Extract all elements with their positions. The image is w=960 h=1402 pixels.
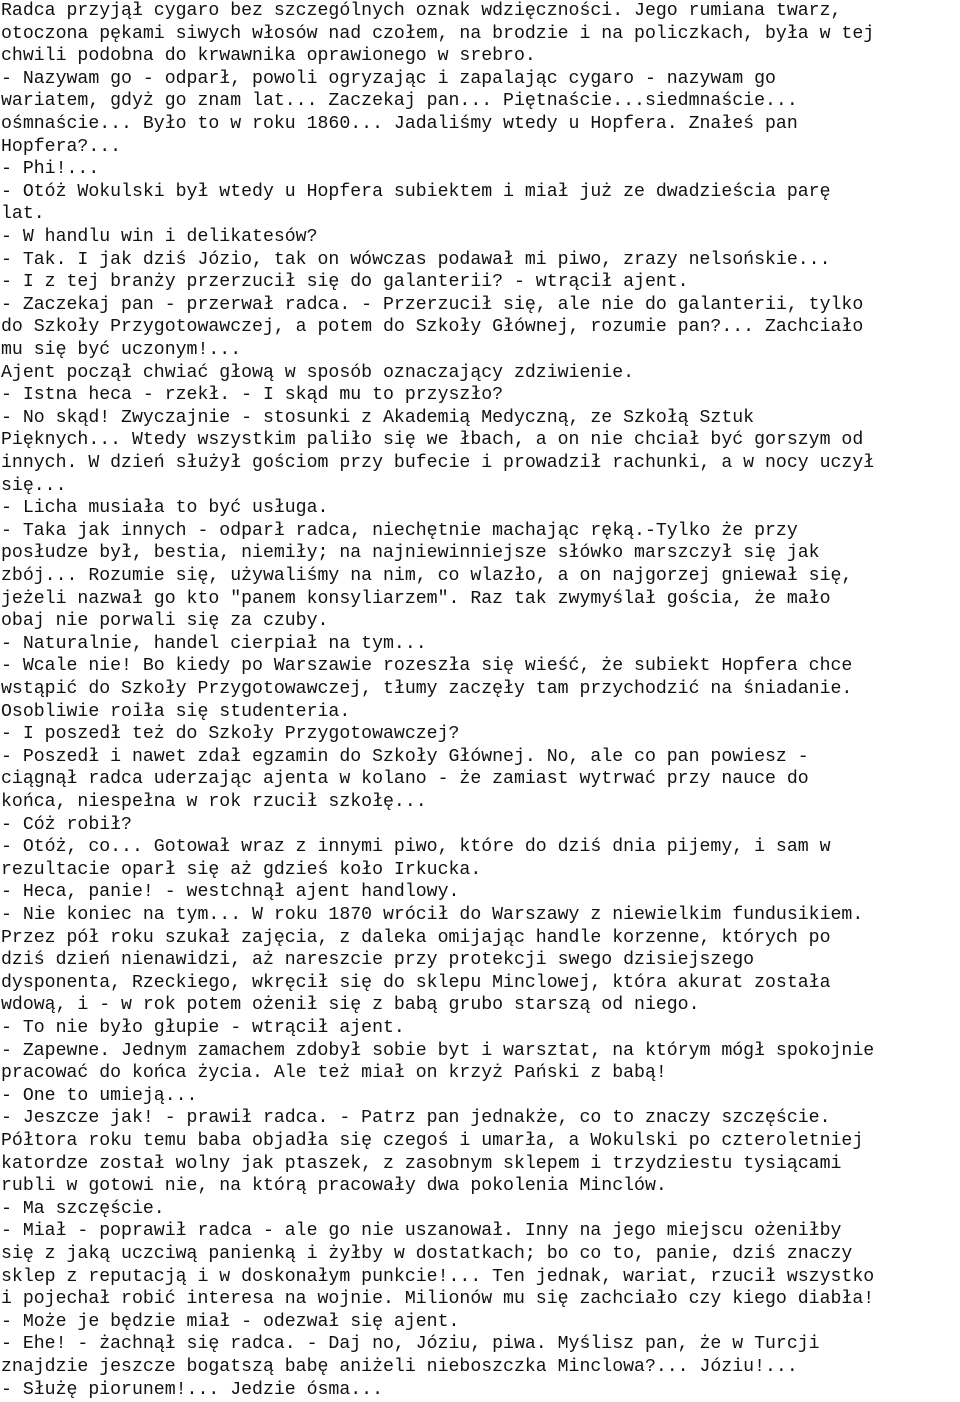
text-line: - Poszedł i nawet zdał egzamin do Szkoły Głównej. No, ale co pan powiesz -	[1, 746, 809, 767]
text-line: - Taka jak innych - odparł radca, niechętnie machając ręką.-Tylko że przy	[1, 520, 798, 541]
text-line: - Heca, panie! - westchnął ajent handlowy.	[1, 882, 460, 903]
text-line: rezultacie oparł się aż gdzieś koło Irkucka.	[1, 859, 482, 880]
text-line: wariatem, gdyż go znam lat... Zaczekaj pan... Piętnaście...siedmnaście...	[1, 91, 798, 112]
text-line: - Phi!...	[1, 159, 100, 180]
text-line: mu się być uczonym!...	[1, 340, 242, 360]
text-line: - Istna heca - rzekł. - I skąd mu to przyszło?	[1, 385, 504, 406]
text-line: innych. W dzień służył gościom przy bufecie i prowadził rachunki, a w nocy uczył	[1, 453, 875, 473]
text-line: - Ehe! - żachnął się radca. - Daj no, Józiu, piwa. Myślisz pan, że w Turcji	[1, 1334, 820, 1355]
text-line: rubli w gotowi nie, na którą pracowały dwa pokolenia Minclów.	[1, 1176, 667, 1197]
text-line: Osobliwie roiła się studenteria.	[1, 701, 351, 722]
text-line: Półtora roku temu baba objadła się czegoś i umarła, a Wokulski po czteroletniej	[1, 1131, 864, 1151]
text-line: - Otóż Wokulski był wtedy u Hopfera subiektem i miał już ze dwadzieścia parę	[1, 181, 831, 202]
text-line: dziś dzień nienawidzi, aż nareszcie przy protekcji swego dzisiejszego	[1, 950, 755, 971]
text-line: pracować do końca życia. Ale też miał on krzyż Pański z babą!	[1, 1063, 667, 1084]
text-line: - I z tej branży przerzucił się do galanterii? - wtrącił ajent.	[1, 272, 689, 293]
text-line: - Jeszcze jak! - prawił radca. - Patrz pan jednakże, co to znaczy szczęście.	[1, 1108, 831, 1129]
text-line: otoczona pękami siwych włosów nad czołem, na brodzie i na policzkach, była w tej	[1, 23, 875, 44]
text-line: się...	[1, 475, 67, 496]
text-line: - Naturalnie, handel cierpiał na tym...	[1, 633, 427, 654]
text-line: - Otóż, co... Gotował wraz z innymi piwo, które do dziś dnia pijemy, i sam w	[1, 837, 831, 858]
text-line: jeżeli nazwał go kto "panem konsyliarzem". Raz tak zwymyślał gościa, że mało	[1, 588, 831, 609]
text-line: - Tak. I jak dziś Józio, tak on wówczas podawał mi piwo, zrazy nelsońskie...	[1, 249, 831, 270]
text-line: zbój... Rozumie się, używaliśmy na nim, co wlazło, a on najgorzej gniewał się,	[1, 566, 853, 586]
text-line: - Służę piorunem!... Jedzie ósma...	[1, 1379, 383, 1400]
text-line: znajdzie jeszcze bogatszą babę aniżeli nieboszczka Minclowa?... Józiu!...	[1, 1357, 798, 1377]
text-line: Pięknych... Wtedy wszystkim paliło się we łbach, a on nie chciał być gorszym od	[1, 430, 864, 451]
text-line: i pojechał robić interesa na wojnie. Milionów mu się zachciało czy kiego diabła!	[1, 1289, 875, 1310]
text-line: posłudze był, bestia, niemiły; na najniewinniejsze słówko marszczył się jak	[1, 543, 820, 564]
text-line: - Nazywam go - odparł, powoli ogryzając i zapalając cygaro - nazywam go	[1, 68, 776, 89]
text-line: obaj nie porwali się za czuby.	[1, 611, 329, 632]
text-line: wdową, i - w rok potem ożenił się z babą grubo starszą od niego.	[1, 995, 700, 1016]
text-line: - Wcale nie! Bo kiedy po Warszawie rozeszła się wieść, że subiekt Hopfera chce	[1, 656, 853, 677]
text-line: Przez pół roku szukał zajęcia, z daleka omijając handle korzenne, których po	[1, 927, 831, 948]
text-line: - Cóż robił?	[1, 814, 132, 835]
text-line: - Zapewne. Jednym zamachem zdobył sobie byt i warsztat, na którym mógł spokojnie	[1, 1040, 875, 1061]
text-line: katordze został wolny jak ptaszek, z zasobnym sklepem i trzydziestu tysiącami	[1, 1153, 842, 1174]
text-line: - To nie było głupie - wtrącił ajent.	[1, 1018, 405, 1038]
text-line: dysponenta, Rzeckiego, wkręcił się do sklepu Minclowej, która akurat została	[1, 972, 831, 993]
text-line: ciągnął radca uderzając ajenta w kolano - że zamiast wytrwać przy nauce do	[1, 769, 809, 790]
text-line: Radca przyjął cygaro bez szczególnych oznak wdzięczności. Jego rumiana twarz,	[1, 1, 842, 21]
text-line: chwili podobna do krwawnika oprawionego w srebro.	[1, 46, 536, 67]
text-line: lat.	[1, 204, 45, 225]
text-line: - Nie koniec na tym... W roku 1870 wrócił do Warszawy z niewielkim fundusikiem.	[1, 905, 864, 925]
text-line: wstąpić do Szkoły Przygotowawczej, tłumy zaczęły tam przychodzić na śniadanie.	[1, 679, 853, 699]
text-line: - Ma szczęście.	[1, 1198, 165, 1219]
text-line: ośmnaście... Było to w roku 1860... Jadaliśmy wtedy u Hopfera. Znałeś pan	[1, 114, 798, 134]
text-line: - No skąd! Zwyczajnie - stosunki z Akademią Medyczną, ze Szkołą Sztuk	[1, 407, 755, 428]
text-line: końca, niespełna w rok rzucił szkołę...	[1, 792, 427, 812]
text-line: - I poszedł też do Szkoły Przygotowawczej?	[1, 724, 460, 745]
text-line: Hopfera?...	[1, 136, 122, 157]
text-line: się z jaką uczciwą panienką i żyłby w dostatkach; bo co to, panie, dziś znaczy	[1, 1244, 853, 1264]
text-line: - Licha musiała to być usługa.	[1, 498, 329, 519]
text-line: Ajent począł chwiać głową w sposób oznaczający zdziwienie.	[1, 362, 635, 383]
text-line: - One to umieją...	[1, 1085, 198, 1106]
text-line: - Może je będzie miał - odezwał się ajent.	[1, 1311, 460, 1332]
text-line: do Szkoły Przygotowawczej, a potem do Szkoły Głównej, rozumie pan?... Zachciało	[1, 317, 864, 338]
text-line: - Miał - poprawił radca - ale go nie uszanował. Inny na jego miejscu ożeniłby	[1, 1221, 842, 1242]
text-line: sklep z reputacją i w doskonałym punkcie!... Ten jednak, wariat, rzucił wszystko	[1, 1266, 875, 1287]
text-line: - W handlu win i delikatesów?	[1, 227, 318, 247]
text-line: - Zaczekaj pan - przerwał radca. - Przerzucił się, ale nie do galanterii, tylko	[1, 294, 864, 315]
